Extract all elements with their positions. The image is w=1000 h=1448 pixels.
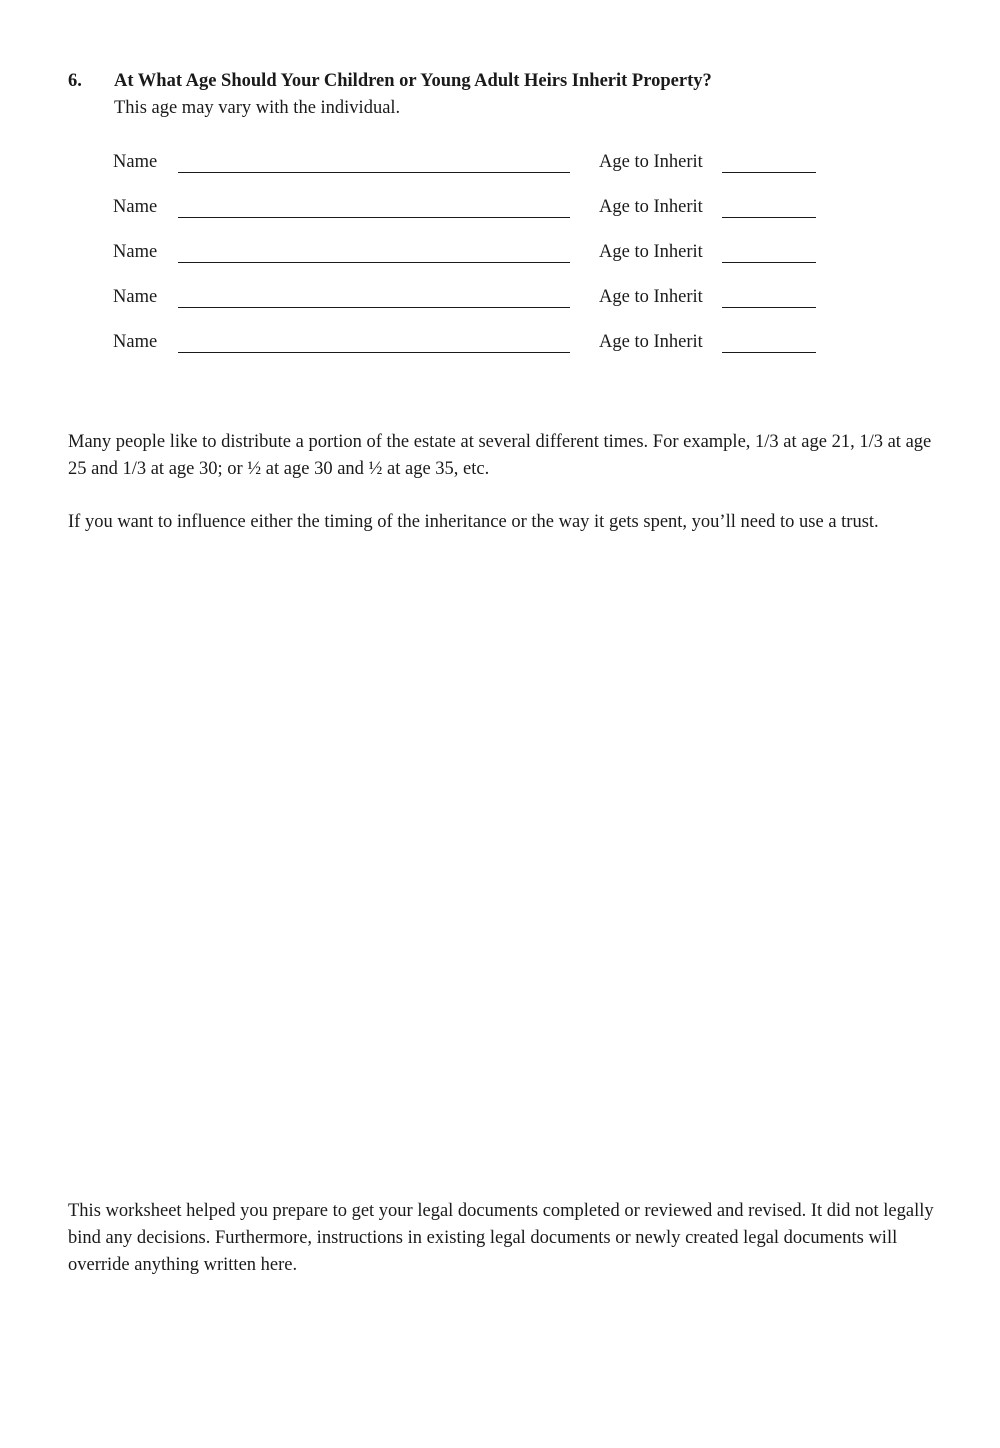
age-to-inherit-field[interactable]: [722, 217, 816, 218]
name-label: Name: [113, 332, 158, 352]
heir-row: [0, 240, 1000, 270]
age-to-inherit-label: Age to Inherit: [599, 332, 703, 352]
heir-row: [0, 330, 1000, 360]
name-field[interactable]: [178, 262, 570, 263]
age-to-inherit-label: Age to Inherit: [599, 242, 703, 262]
section-title: At What Age Should Your Children or Young Adult Heirs Inherit Property?: [114, 71, 712, 91]
name-label: Name: [113, 152, 158, 172]
heir-row: [0, 150, 1000, 180]
age-to-inherit-field[interactable]: [722, 262, 816, 263]
name-field[interactable]: [178, 352, 570, 353]
age-to-inherit-field[interactable]: [722, 307, 816, 308]
age-to-inherit-label: Age to Inherit: [599, 197, 703, 217]
name-label: Name: [113, 242, 158, 262]
name-label: Name: [113, 197, 158, 217]
name-field[interactable]: [178, 172, 570, 173]
heir-row: [0, 195, 1000, 225]
age-to-inherit-label: Age to Inherit: [599, 152, 703, 172]
name-field[interactable]: [178, 217, 570, 218]
name-field[interactable]: [178, 307, 570, 308]
distribution-paragraph: Many people like to distribute a portion of the estate at several different times. For example, 1/3 at age 21, 1/3 at age 25 and 1/3 at age 30; or ½ at age 30 and ½ at age 35, etc.: [68, 432, 932, 479]
section-number: 6.: [68, 71, 82, 91]
age-to-inherit-label: Age to Inherit: [599, 287, 703, 307]
name-label: Name: [113, 287, 158, 307]
age-to-inherit-field[interactable]: [722, 172, 816, 173]
trust-paragraph: If you want to influence either the timing of the inheritance or the way it gets spent, you’ll need to use a trust.: [68, 512, 879, 532]
section-subtitle: This age may vary with the individual.: [114, 98, 401, 118]
age-to-inherit-field[interactable]: [722, 352, 816, 353]
heir-row: [0, 285, 1000, 315]
disclaimer-paragraph: This worksheet helped you prepare to get your legal documents completed or reviewed and revised. It did not legally bind any decisions. Furthermore, instructions in existing legal documents or newly created legal documents will override anything written here.: [68, 1201, 934, 1275]
